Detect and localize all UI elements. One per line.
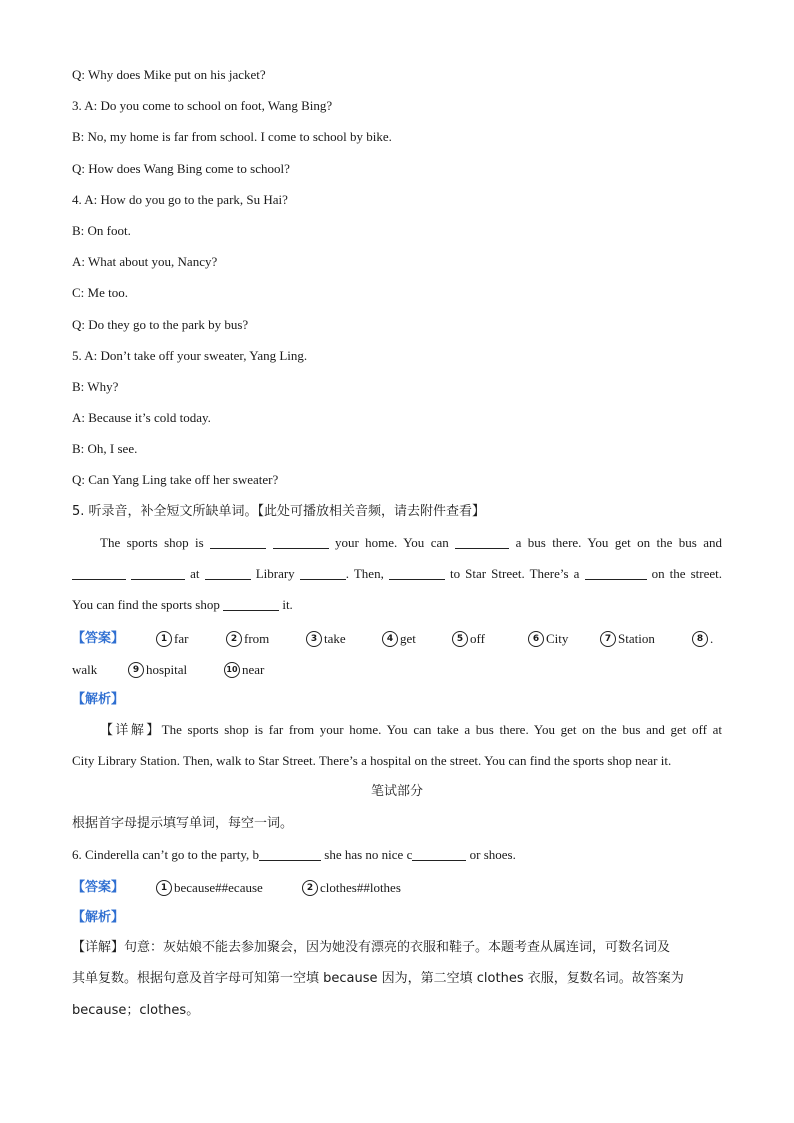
blank	[259, 846, 321, 861]
dialogue-line: 4. A: How do you go to the park, Su Hai?	[72, 191, 288, 207]
blank	[223, 596, 279, 611]
answer-item: 9 hospital	[128, 657, 224, 683]
answer-item: 2 clothes##lothes	[302, 875, 401, 901]
detail-tag: 【详解】	[72, 940, 125, 956]
blank	[273, 534, 329, 549]
answer-line	[72, 873, 722, 904]
blank	[389, 565, 445, 580]
instruction: 根据首字母提示填写单词，每空一词。	[72, 815, 294, 831]
blank	[205, 565, 251, 580]
dialogue-line: C: Me too.	[72, 285, 128, 301]
answer-line-2	[72, 655, 722, 686]
detail-line: City Library Station. Then, walk to Star Street. There’s a hospital on the street. You can find the sports shop near it.	[72, 753, 672, 769]
blank	[412, 846, 466, 861]
blank	[210, 534, 266, 549]
answer-tag: 【答案】	[72, 630, 125, 646]
blank	[585, 565, 647, 580]
detail-tag: 【详解】	[100, 722, 162, 738]
answer-item: 1 far	[156, 626, 226, 652]
dialogue-line: B: On foot.	[72, 222, 131, 238]
dialogue-line: 3. A: Do you come to school on foot, Wang Bing?	[72, 98, 333, 114]
blank	[455, 534, 509, 549]
answer-tag: 【答案】	[72, 880, 125, 896]
dialogue-line: Q: How does Wang Bing come to school?	[72, 160, 290, 176]
answer-item: 3 take	[306, 626, 382, 652]
detail-line: 【详解】The sports shop is far from your home. You can take a bus there. You get on the bus and get off at	[100, 721, 722, 738]
passage-line-1: The sports shop is your home. You can a bus there. You get on the bus and	[100, 534, 723, 550]
dialogue-line: Q: Can Yang Ling take off her sweater?	[72, 472, 279, 488]
passage-line-2: at Library . Then, to Star Street. There’s a on the street.	[72, 561, 722, 592]
analysis-heading: 【解析】	[72, 910, 125, 926]
detail-line: 其单复数。根据句意及首字母可知第一空填 because 因为，第二空填 clothes 衣服，复数名词。故答案为	[72, 971, 684, 987]
blank	[131, 565, 185, 580]
dialogue-line: A: Because it’s cold today.	[72, 410, 211, 426]
dialogue-line: B: Oh, I see.	[72, 441, 138, 457]
dialogue-line: A: What about you, Nancy?	[72, 254, 218, 270]
answer-item: 8 .	[692, 626, 713, 652]
passage-line-3: You can find the sports shop it.	[72, 597, 293, 613]
answer-item: 1 because##ecause	[156, 875, 302, 901]
answer-item: walk	[72, 662, 98, 678]
blank	[72, 565, 126, 580]
answer-item: 6 City	[528, 626, 600, 652]
question-5-heading: 5. 听录音，补全短文所缺单词。【此处可播放相关音频，请去附件查看】	[72, 503, 486, 519]
answer-line	[72, 623, 722, 654]
document-page	[72, 62, 722, 1029]
answer-item: 2 from	[226, 626, 306, 652]
dialogue-line: Q: Do they go to the park by bus?	[72, 316, 249, 332]
analysis-heading: 【解析】	[72, 691, 125, 707]
answer-item: 7 Station	[600, 626, 692, 652]
detail-line: 【详解】句意：灰姑娘不能去参加聚会，因为她没有漂亮的衣服和鞋子。本题考查从属连词，可数名词及	[72, 940, 671, 956]
dialogue-line: B: No, my home is far from school. I come to school by bike.	[72, 129, 392, 145]
dialogue-line: 5. A: Don’t take off your sweater, Yang Ling.	[72, 347, 308, 363]
dialogue-line: Q: Why does Mike put on his jacket?	[72, 67, 266, 82]
blank	[300, 565, 346, 580]
detail-line: because；clothes。	[72, 1002, 200, 1018]
dialogue-line: B: Why?	[72, 378, 119, 394]
answer-item: 10 near	[224, 657, 264, 683]
answer-item: 4 get	[382, 626, 452, 652]
question-6: 6. Cinderella can’t go to the party, b she has no nice c or shoes.	[72, 846, 516, 862]
section-title: 笔试部分	[370, 784, 423, 800]
answer-item: 5 off	[452, 626, 528, 652]
